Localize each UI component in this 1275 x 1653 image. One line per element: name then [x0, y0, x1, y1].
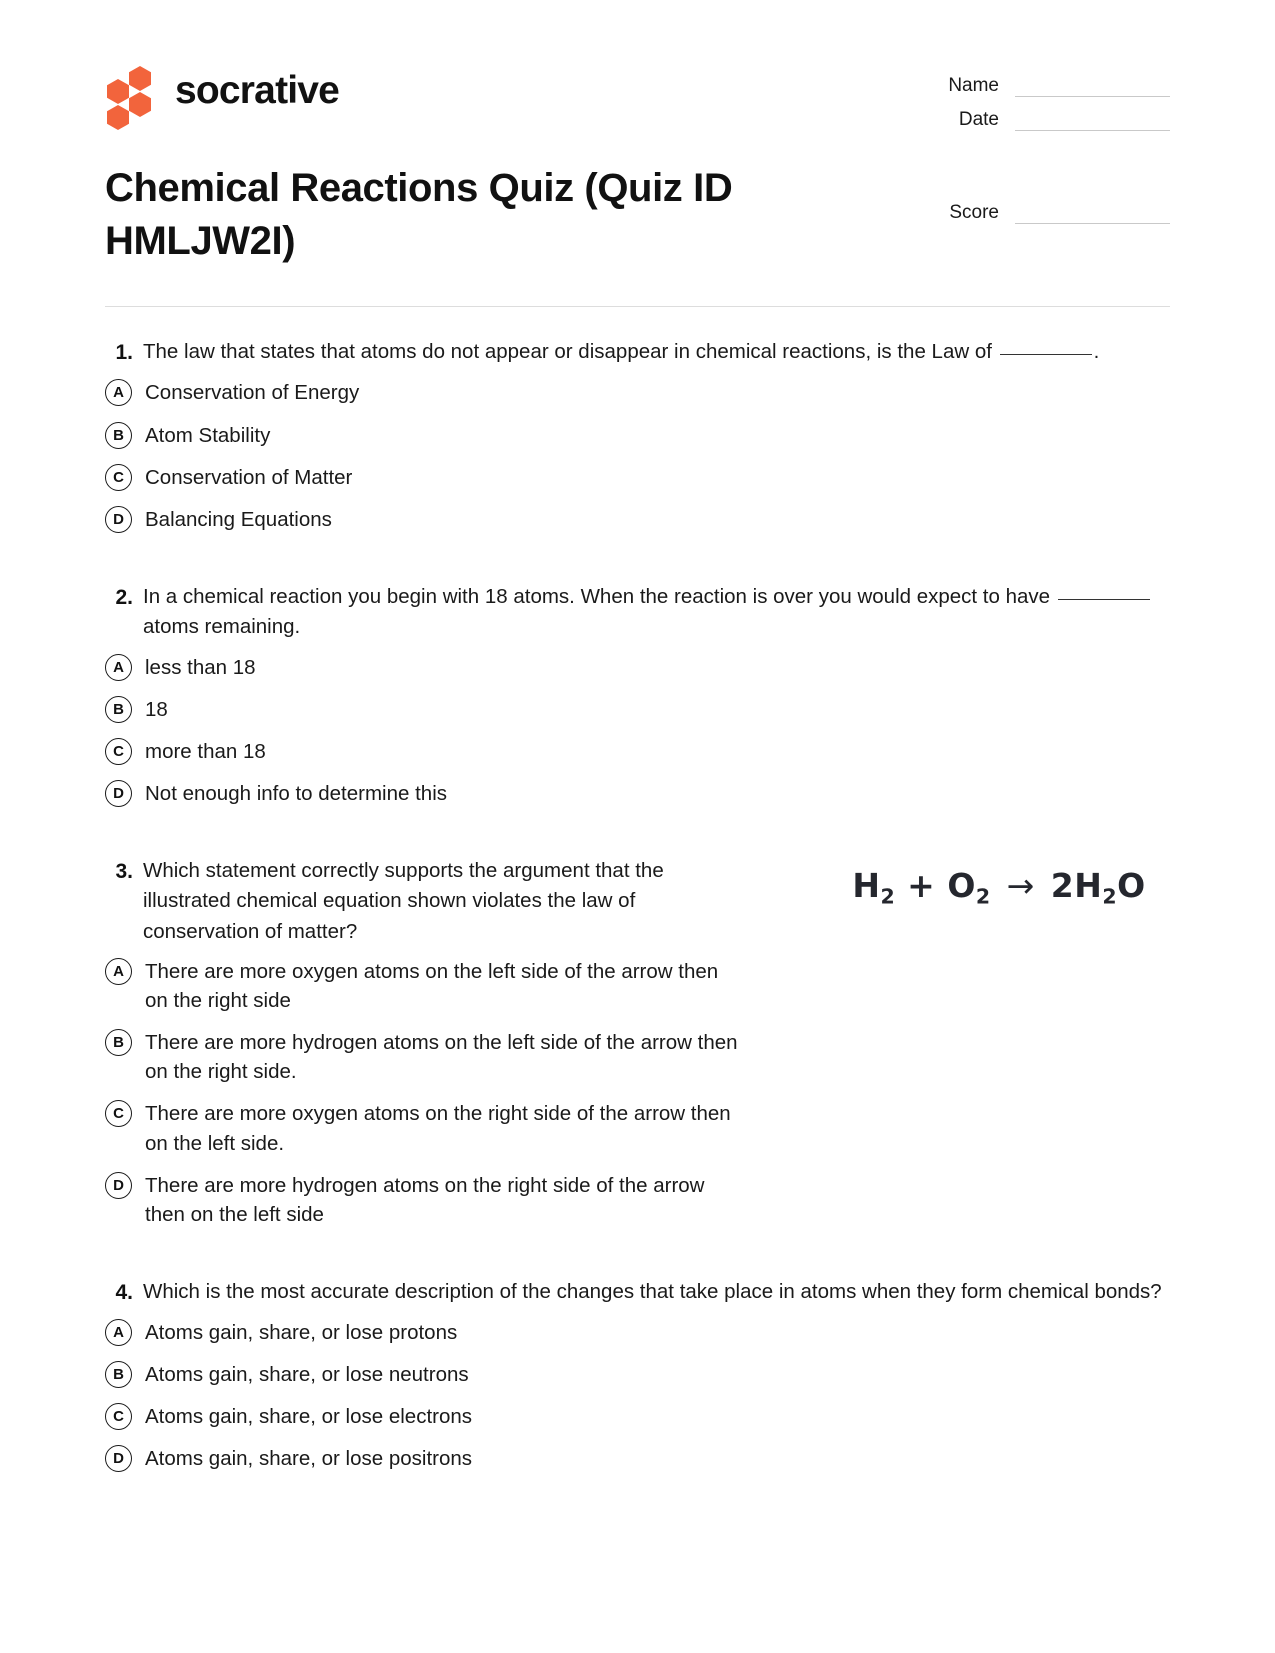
reactant-hydrogen-subscript: 2	[880, 884, 896, 909]
brand-wordmark: socrative	[175, 68, 340, 112]
header-divider	[105, 306, 1170, 307]
option-c[interactable]	[105, 736, 1170, 766]
option-d[interactable]	[105, 1170, 1170, 1229]
hexagon-icon	[107, 105, 129, 130]
option-label-c: more than 18	[145, 739, 266, 763]
option-a[interactable]	[105, 652, 1170, 682]
question-3-number: 3.	[115, 859, 133, 883]
question-1-stem: The law that states that atoms do not appear or disappear in chemical reactions, is the Law of	[143, 340, 992, 364]
hexagon-icon	[107, 79, 129, 104]
option-label-a: Atoms gain, share, or lose protons	[145, 1320, 458, 1344]
name-field-row	[840, 76, 1170, 97]
plus-sign: +	[907, 865, 936, 905]
reactant-oxygen-subscript: 2	[975, 884, 991, 909]
option-bubble-a[interactable]: A	[105, 654, 132, 681]
question-2-stem: In a chemical reaction you begin with 18 atoms. When the reaction is over you would expect to have	[143, 584, 1051, 608]
question-3-options	[105, 956, 1170, 1229]
question-1-text	[143, 337, 1099, 367]
option-b[interactable]	[105, 1027, 1170, 1086]
date-field-row	[840, 110, 1170, 131]
option-a[interactable]	[105, 1317, 1170, 1347]
option-d[interactable]	[105, 1443, 1170, 1473]
question-2-text	[143, 582, 1170, 643]
brand-block	[105, 58, 805, 268]
question-2-number: 2.	[115, 585, 133, 609]
chemical-equation-figure	[834, 866, 1164, 909]
question-2	[105, 582, 1170, 808]
option-label-b: Atom Stability	[145, 423, 271, 447]
option-bubble-b[interactable]: B	[105, 1029, 132, 1056]
product-oxygen: O	[1117, 865, 1146, 905]
option-bubble-c[interactable]: C	[105, 464, 132, 491]
questions-list	[0, 337, 1275, 1473]
question-4-options	[105, 1317, 1170, 1473]
product-hydrogen-subscript: 2	[1102, 884, 1118, 909]
name-field-input[interactable]	[1015, 79, 1170, 97]
option-b[interactable]	[105, 420, 1170, 450]
question-4	[105, 1277, 1170, 1474]
page-title: Chemical Reactions Quiz (Quiz ID HMLJW2I)	[105, 166, 733, 264]
option-bubble-d[interactable]: D	[105, 506, 132, 533]
page-header	[0, 0, 1275, 268]
reactant-oxygen: O	[947, 865, 976, 905]
option-d[interactable]	[105, 504, 1170, 534]
option-label-d: Balancing Equations	[145, 507, 332, 531]
option-b[interactable]	[105, 1359, 1170, 1389]
question-2-stem-end: atoms remaining.	[143, 615, 301, 639]
option-bubble-a[interactable]: A	[105, 1319, 132, 1346]
option-d[interactable]	[105, 778, 1170, 808]
option-label-d: Atoms gain, share, or lose positrons	[145, 1447, 473, 1471]
option-bubble-d[interactable]: D	[105, 1445, 132, 1472]
hexagon-icon	[129, 66, 151, 91]
option-c[interactable]	[105, 462, 1170, 492]
option-label-c: Atoms gain, share, or lose electrons	[145, 1405, 473, 1429]
question-1-number: 1.	[115, 341, 133, 365]
option-label-a: less than 18	[145, 655, 256, 679]
date-field-input[interactable]	[1015, 113, 1170, 131]
question-3	[105, 856, 1170, 1229]
answer-blank	[1000, 354, 1092, 355]
option-label-b: 18	[145, 697, 168, 721]
chemical-equation	[834, 866, 1164, 909]
score-field-row	[840, 203, 1170, 224]
option-bubble-c[interactable]: C	[105, 1100, 132, 1127]
option-bubble-d[interactable]: D	[105, 780, 132, 807]
option-bubble-a[interactable]: A	[105, 958, 132, 985]
option-bubble-d[interactable]: D	[105, 1172, 132, 1199]
question-4-text: Which is the most accurate description of the changes that take place in atoms when they form chemical bonds?	[143, 1279, 1162, 1303]
hexagon-icon	[129, 92, 151, 117]
reactant-hydrogen: H	[852, 865, 881, 905]
option-label-b: Atoms gain, share, or lose neutrons	[145, 1363, 469, 1387]
option-c[interactable]	[105, 1401, 1170, 1431]
option-label-a: There are more oxygen atoms on the left side of the arrow then on the right side	[145, 959, 719, 1013]
option-label-b: There are more hydrogen atoms on the left side of the arrow then on the right side.	[145, 1031, 738, 1084]
question-1	[105, 337, 1170, 534]
product-coefficient: 2	[1050, 865, 1075, 905]
option-bubble-c[interactable]: C	[105, 1403, 132, 1430]
option-c[interactable]	[105, 1098, 1170, 1157]
product-hydrogen: H	[1074, 865, 1103, 905]
option-b[interactable]	[105, 694, 1170, 724]
student-info-fields	[840, 58, 1170, 237]
name-field-label: Name	[948, 75, 999, 96]
option-bubble-b[interactable]: B	[105, 1361, 132, 1388]
question-1-options	[105, 377, 1170, 533]
score-field-label: Score	[949, 201, 999, 223]
question-4-number: 4.	[115, 1280, 133, 1304]
option-label-c: Conservation of Matter	[145, 465, 353, 489]
score-field-input[interactable]	[1015, 206, 1170, 224]
question-4-header	[105, 1277, 1170, 1308]
option-a[interactable]	[105, 956, 1170, 1015]
question-1-header	[105, 337, 1170, 368]
answer-blank	[1058, 599, 1150, 600]
question-2-header	[105, 582, 1170, 643]
question-1-stem-end: .	[1093, 340, 1100, 364]
hexagon-cluster-icon	[105, 64, 157, 116]
option-label-c: There are more oxygen atoms on the right side of the arrow then on the left side.	[145, 1102, 731, 1155]
option-bubble-b[interactable]: B	[105, 696, 132, 723]
option-label-d: Not enough info to determine this	[145, 781, 447, 805]
question-3-text: Which statement correctly supports the argument that the illustrated chemical equation shown violates the law of conservation of matter?	[143, 858, 664, 943]
option-bubble-a[interactable]: A	[105, 379, 132, 406]
date-field-label: Date	[958, 108, 999, 130]
option-label-d: There are more hydrogen atoms on the right side of the arrow then on the left side	[145, 1173, 705, 1226]
option-bubble-b[interactable]: B	[105, 422, 132, 449]
option-bubble-c[interactable]: C	[105, 738, 132, 765]
socrative-logo	[105, 64, 805, 116]
option-label-a: Conservation of Energy	[145, 381, 360, 405]
reaction-arrow-icon: →	[1006, 865, 1035, 905]
option-a[interactable]	[105, 377, 1170, 407]
question-2-options	[105, 652, 1170, 808]
